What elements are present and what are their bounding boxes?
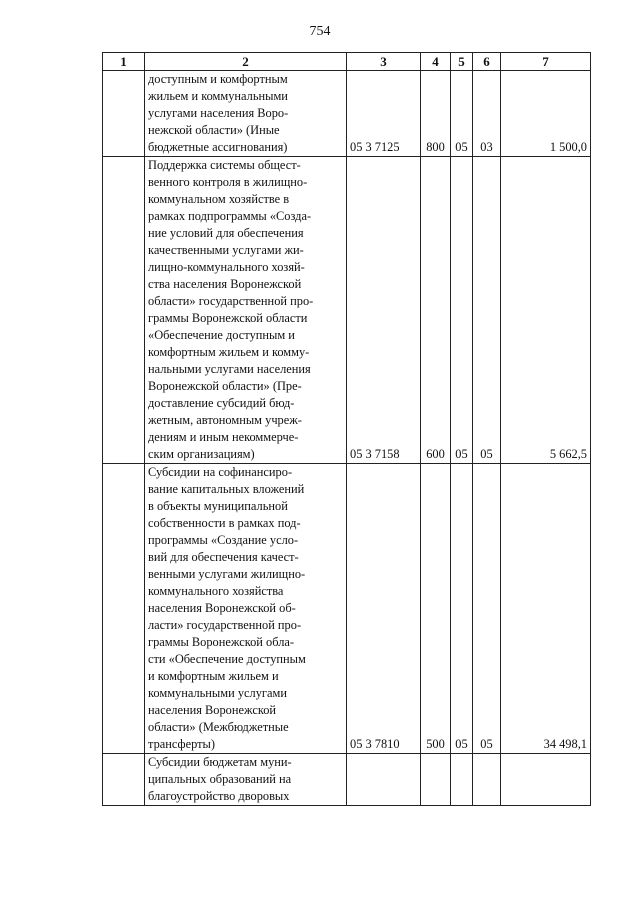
description-line: граммы Воронежской области	[148, 311, 308, 325]
description-line: и комфортным жильем и	[148, 669, 279, 683]
amount-cell: 1 500,0	[501, 71, 591, 157]
section-cell: 05	[451, 464, 473, 754]
description-line: Субсидии бюджетам муни-	[148, 755, 292, 769]
row-number-cell	[103, 157, 145, 464]
description-line: лищно-коммунального хозяй-	[148, 260, 305, 274]
table-row	[103, 157, 591, 464]
header-col-2: 2	[145, 53, 347, 71]
description-line: нальными услугами населения	[148, 362, 311, 376]
header-col-4: 4	[421, 53, 451, 71]
description-line: жетным, автономным учреж-	[148, 413, 302, 427]
table-row	[103, 754, 591, 806]
description-line: в объекты муниципальной	[148, 499, 288, 513]
header-col-3: 3	[347, 53, 421, 71]
description-line: программы «Создание усло-	[148, 533, 299, 547]
subsection-cell: 05	[473, 157, 501, 464]
header-col-1: 1	[103, 53, 145, 71]
description-line: нежской области» (Иные	[148, 123, 280, 137]
description-line: собственности в рамках под-	[148, 516, 301, 530]
table-row	[103, 464, 591, 754]
row-description-cell	[145, 157, 347, 464]
row-number-cell	[103, 464, 145, 754]
description-line: коммунального хозяйства	[148, 584, 284, 598]
description-line: Поддержка системы общест-	[148, 158, 301, 172]
description-line: благоустройство дворовых	[148, 789, 290, 803]
description-line: трансферты)	[148, 737, 215, 751]
page-number: 754	[309, 24, 331, 39]
description-line: рамках подпрограммы «Созда-	[148, 209, 312, 223]
header-col-7: 7	[501, 53, 591, 71]
description-line: Субсидии на софинансиро-	[148, 465, 293, 479]
expense-type-cell	[421, 754, 451, 806]
description-line: коммунальном хозяйстве в	[148, 192, 290, 206]
description-line: доступным и комфортным	[148, 72, 288, 86]
expense-type-cell: 500	[421, 464, 451, 754]
table-body	[103, 71, 591, 806]
description-line: бюджетные ассигнования)	[148, 140, 288, 154]
expense-type-cell: 800	[421, 71, 451, 157]
amount-cell	[501, 754, 591, 806]
description-line: коммунальными услугами	[148, 686, 287, 700]
description-line: доставление субсидий бюд-	[148, 396, 295, 410]
expense-type-cell: 600	[421, 157, 451, 464]
header-col-5: 5	[451, 53, 473, 71]
subsection-cell: 05	[473, 464, 501, 754]
description-line: сти «Обеспечение доступным	[148, 652, 306, 666]
description-line: венными услугами жилищно-	[148, 567, 306, 581]
description-line: области» государственной про-	[148, 294, 314, 308]
header-col-6: 6	[473, 53, 501, 71]
description-line: населения Воронежской	[148, 703, 277, 717]
section-cell	[451, 754, 473, 806]
description-line: вание капитальных вложений	[148, 482, 305, 496]
table-header-row	[103, 53, 591, 71]
row-description-cell	[145, 71, 347, 157]
description-line: дениям и иным некоммерче-	[148, 430, 299, 444]
description-line: жильем и коммунальными	[148, 89, 288, 103]
description-line: ние условий для обеспечения	[148, 226, 304, 240]
target-code-cell: 05 3 7810	[347, 464, 421, 754]
description-line: граммы Воронежской обла-	[148, 635, 295, 649]
target-code-cell	[347, 754, 421, 806]
target-code-cell: 05 3 7125	[347, 71, 421, 157]
description-line: венного контроля в жилищно-	[148, 175, 308, 189]
description-line: Воронежской области» (Пре-	[148, 379, 302, 393]
amount-cell: 34 498,1	[501, 464, 591, 754]
description-line: вий для обеспечения качест-	[148, 550, 299, 564]
description-line: услугами населения Воро-	[148, 106, 289, 120]
description-line: «Обеспечение доступным и	[148, 328, 295, 342]
description-line: комфортным жильем и комму-	[148, 345, 310, 359]
description-line: области» (Межбюджетные	[148, 720, 289, 734]
section-cell: 05	[451, 157, 473, 464]
row-number-cell	[103, 754, 145, 806]
row-number-cell	[103, 71, 145, 157]
subsection-cell: 03	[473, 71, 501, 157]
subsection-cell	[473, 754, 501, 806]
row-description-cell	[145, 754, 347, 806]
amount-cell: 5 662,5	[501, 157, 591, 464]
budget-table	[102, 52, 591, 806]
description-line: ципальных образований на	[148, 772, 292, 786]
row-description-cell	[145, 464, 347, 754]
target-code-cell: 05 3 7158	[347, 157, 421, 464]
description-line: ласти» государственной про-	[148, 618, 302, 632]
description-line: ства населения Воронежской	[148, 277, 302, 291]
table-row	[103, 71, 591, 157]
description-line: ским организациям)	[148, 447, 255, 461]
description-line: населения Воронежской об-	[148, 601, 296, 615]
section-cell: 05	[451, 71, 473, 157]
description-line: качественными услугами жи-	[148, 243, 304, 257]
